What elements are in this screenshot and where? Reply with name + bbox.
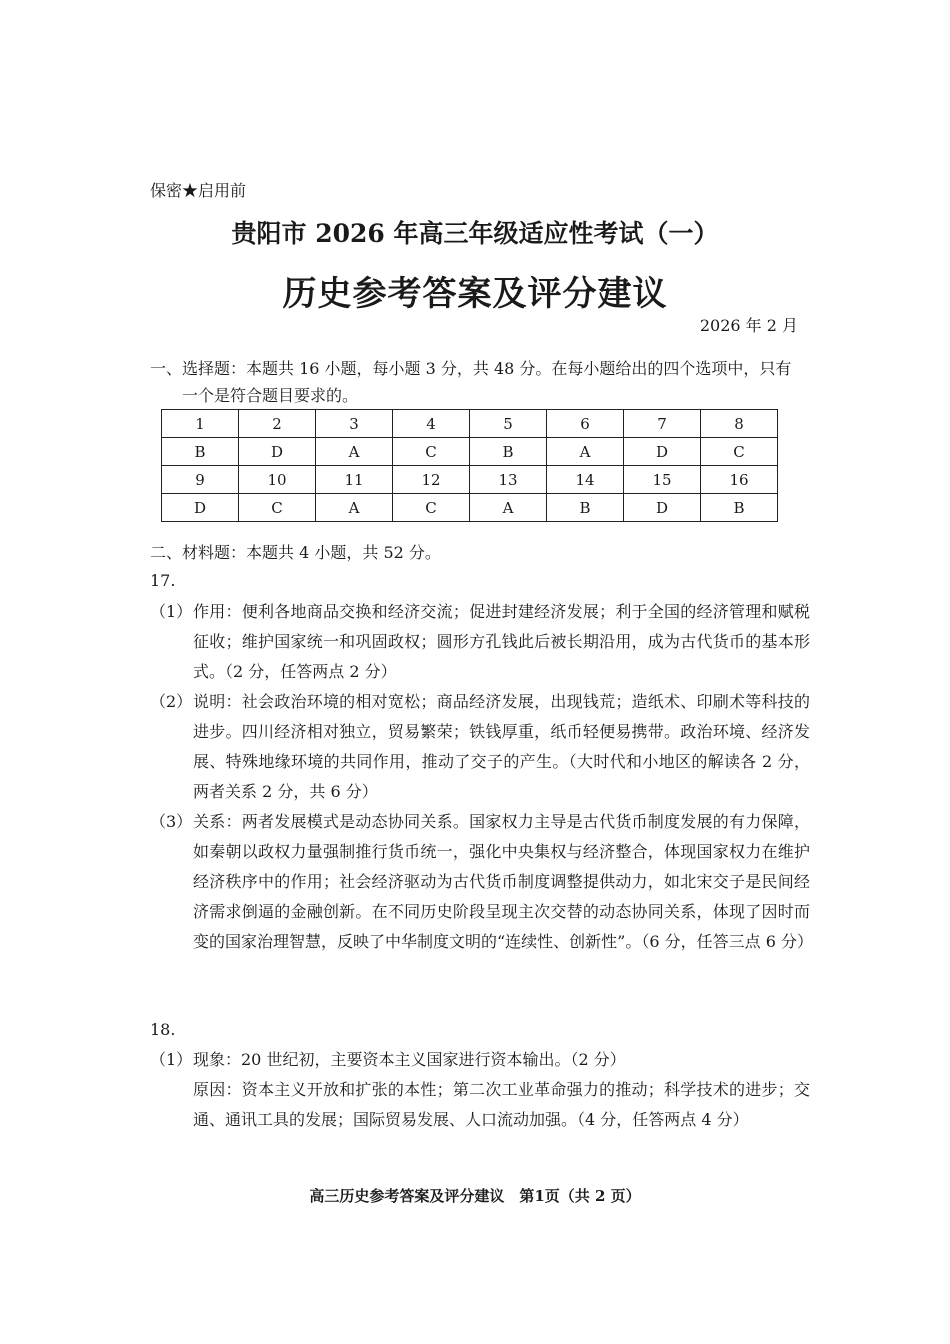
table-cell: 9 bbox=[162, 466, 239, 494]
section1-heading bbox=[150, 355, 810, 409]
table-cell: 2 bbox=[239, 410, 316, 438]
section2-heading: 二、材料题：本题共 4 小题，共 52 分。 bbox=[150, 543, 441, 562]
phenomenon-text: 现象：20 世纪初，主要资本主义国家进行资本输出。（2 分） bbox=[193, 1050, 626, 1069]
issue-date: 2026 年 2 月 bbox=[699, 316, 798, 335]
question-17-part-1 bbox=[150, 597, 810, 687]
question-17-number: 17. bbox=[150, 571, 176, 590]
table-row-numbers-2 bbox=[162, 466, 778, 494]
table-cell: B bbox=[547, 494, 624, 522]
table-cell: B bbox=[701, 494, 778, 522]
table-cell: 1 bbox=[162, 410, 239, 438]
table-cell: D bbox=[239, 438, 316, 466]
table-cell: C bbox=[393, 438, 470, 466]
part-label: （1） bbox=[150, 602, 193, 621]
table-cell: 12 bbox=[393, 466, 470, 494]
table-cell: 3 bbox=[316, 410, 393, 438]
exam-title: 贵阳市 2026 年高三年级适应性考试（一） bbox=[231, 219, 719, 248]
table-cell: 5 bbox=[470, 410, 547, 438]
section1-line1: 一、选择题：本题共 16 小题，每小题 3 分，共 48 分。在每小题给出的四个选项中，只有 bbox=[150, 359, 792, 378]
table-row-numbers-1 bbox=[162, 410, 778, 438]
table-cell: 15 bbox=[624, 466, 701, 494]
table-cell: 10 bbox=[239, 466, 316, 494]
answer-table bbox=[161, 409, 778, 522]
table-row-answers-2 bbox=[162, 494, 778, 522]
confidential-mark: 保密★启用前 bbox=[150, 181, 247, 200]
table-cell: A bbox=[316, 438, 393, 466]
part-label: （2） bbox=[150, 692, 193, 711]
question-18-part-1 bbox=[150, 1045, 810, 1135]
table-cell: C bbox=[239, 494, 316, 522]
table-cell: 8 bbox=[701, 410, 778, 438]
cause-text: 原因：资本主义开放和扩张的本性；第二次工业革命强力的推动；科学技术的进步；交通、通讯工具的发展；国际贸易发展、人口流动加强。（4 分，任答两点 4 分） bbox=[193, 1080, 810, 1129]
section1-line2: 一个是符合题目要求的。 bbox=[182, 386, 359, 405]
page-footer: 高三历史参考答案及评分建议 第1页（共 2 页） bbox=[309, 1187, 641, 1205]
table-cell: A bbox=[316, 494, 393, 522]
table-cell: A bbox=[470, 494, 547, 522]
table-cell: D bbox=[624, 494, 701, 522]
question-17-part-3 bbox=[150, 807, 813, 957]
part-label: （1） bbox=[150, 1050, 193, 1069]
table-cell: C bbox=[393, 494, 470, 522]
table-cell: 13 bbox=[470, 466, 547, 494]
table-cell: 7 bbox=[624, 410, 701, 438]
table-cell: 6 bbox=[547, 410, 624, 438]
part-text: 关系：两者发展模式是动态协同关系。国家权力主导是古代货币制度发展的有力保障，如秦朝以政权力量强制推行货币统一，强化中央集权与经济整合，体现国家权力在维护经济秩序中的作用；社会经济驱动为古代货币制度调整提供动力，如北宋交子是民间经济需求倒逼的金融创新。在不同历史阶段呈现主次交替的动态协同关系，体现了因时而变的国家治理智慧，反映了中华制度文明的“连续性、创新性”。（6 分，任答三点 6 分） bbox=[193, 812, 813, 951]
part-label: （3） bbox=[150, 812, 193, 831]
table-cell: B bbox=[470, 438, 547, 466]
part-text: 说明：社会政治环境的相对宽松；商品经济发展，出现钱荒；造纸术、印刷术等科技的进步。四川经济相对独立，贸易繁荣；铁钱厚重，纸币轻便易携带。政治环境、经济发展、特殊地缘环境的共同作用，推动了交子的产生。（大时代和小地区的解读各 2 分，两者关系 2 分，共 6 分） bbox=[193, 692, 810, 801]
table-cell: 4 bbox=[393, 410, 470, 438]
table-cell: 11 bbox=[316, 466, 393, 494]
table-cell: 14 bbox=[547, 466, 624, 494]
table-cell: A bbox=[547, 438, 624, 466]
question-17-part-2 bbox=[150, 687, 810, 807]
page-title: 历史参考答案及评分建议 bbox=[282, 274, 668, 314]
part-text: 作用：便利各地商品交换和经济交流；促进封建经济发展；利于全国的经济管理和赋税征收；维护国家统一和巩固政权；圆形方孔钱此后被长期沿用，成为古代货币的基本形式。（2 分，任答两点 2 分） bbox=[193, 602, 810, 681]
table-row-answers-1 bbox=[162, 438, 778, 466]
table-cell: 16 bbox=[701, 466, 778, 494]
question-18-number: 18. bbox=[150, 1020, 176, 1039]
table-cell: C bbox=[701, 438, 778, 466]
table-cell: D bbox=[162, 494, 239, 522]
table-cell: D bbox=[624, 438, 701, 466]
table-cell: B bbox=[162, 438, 239, 466]
